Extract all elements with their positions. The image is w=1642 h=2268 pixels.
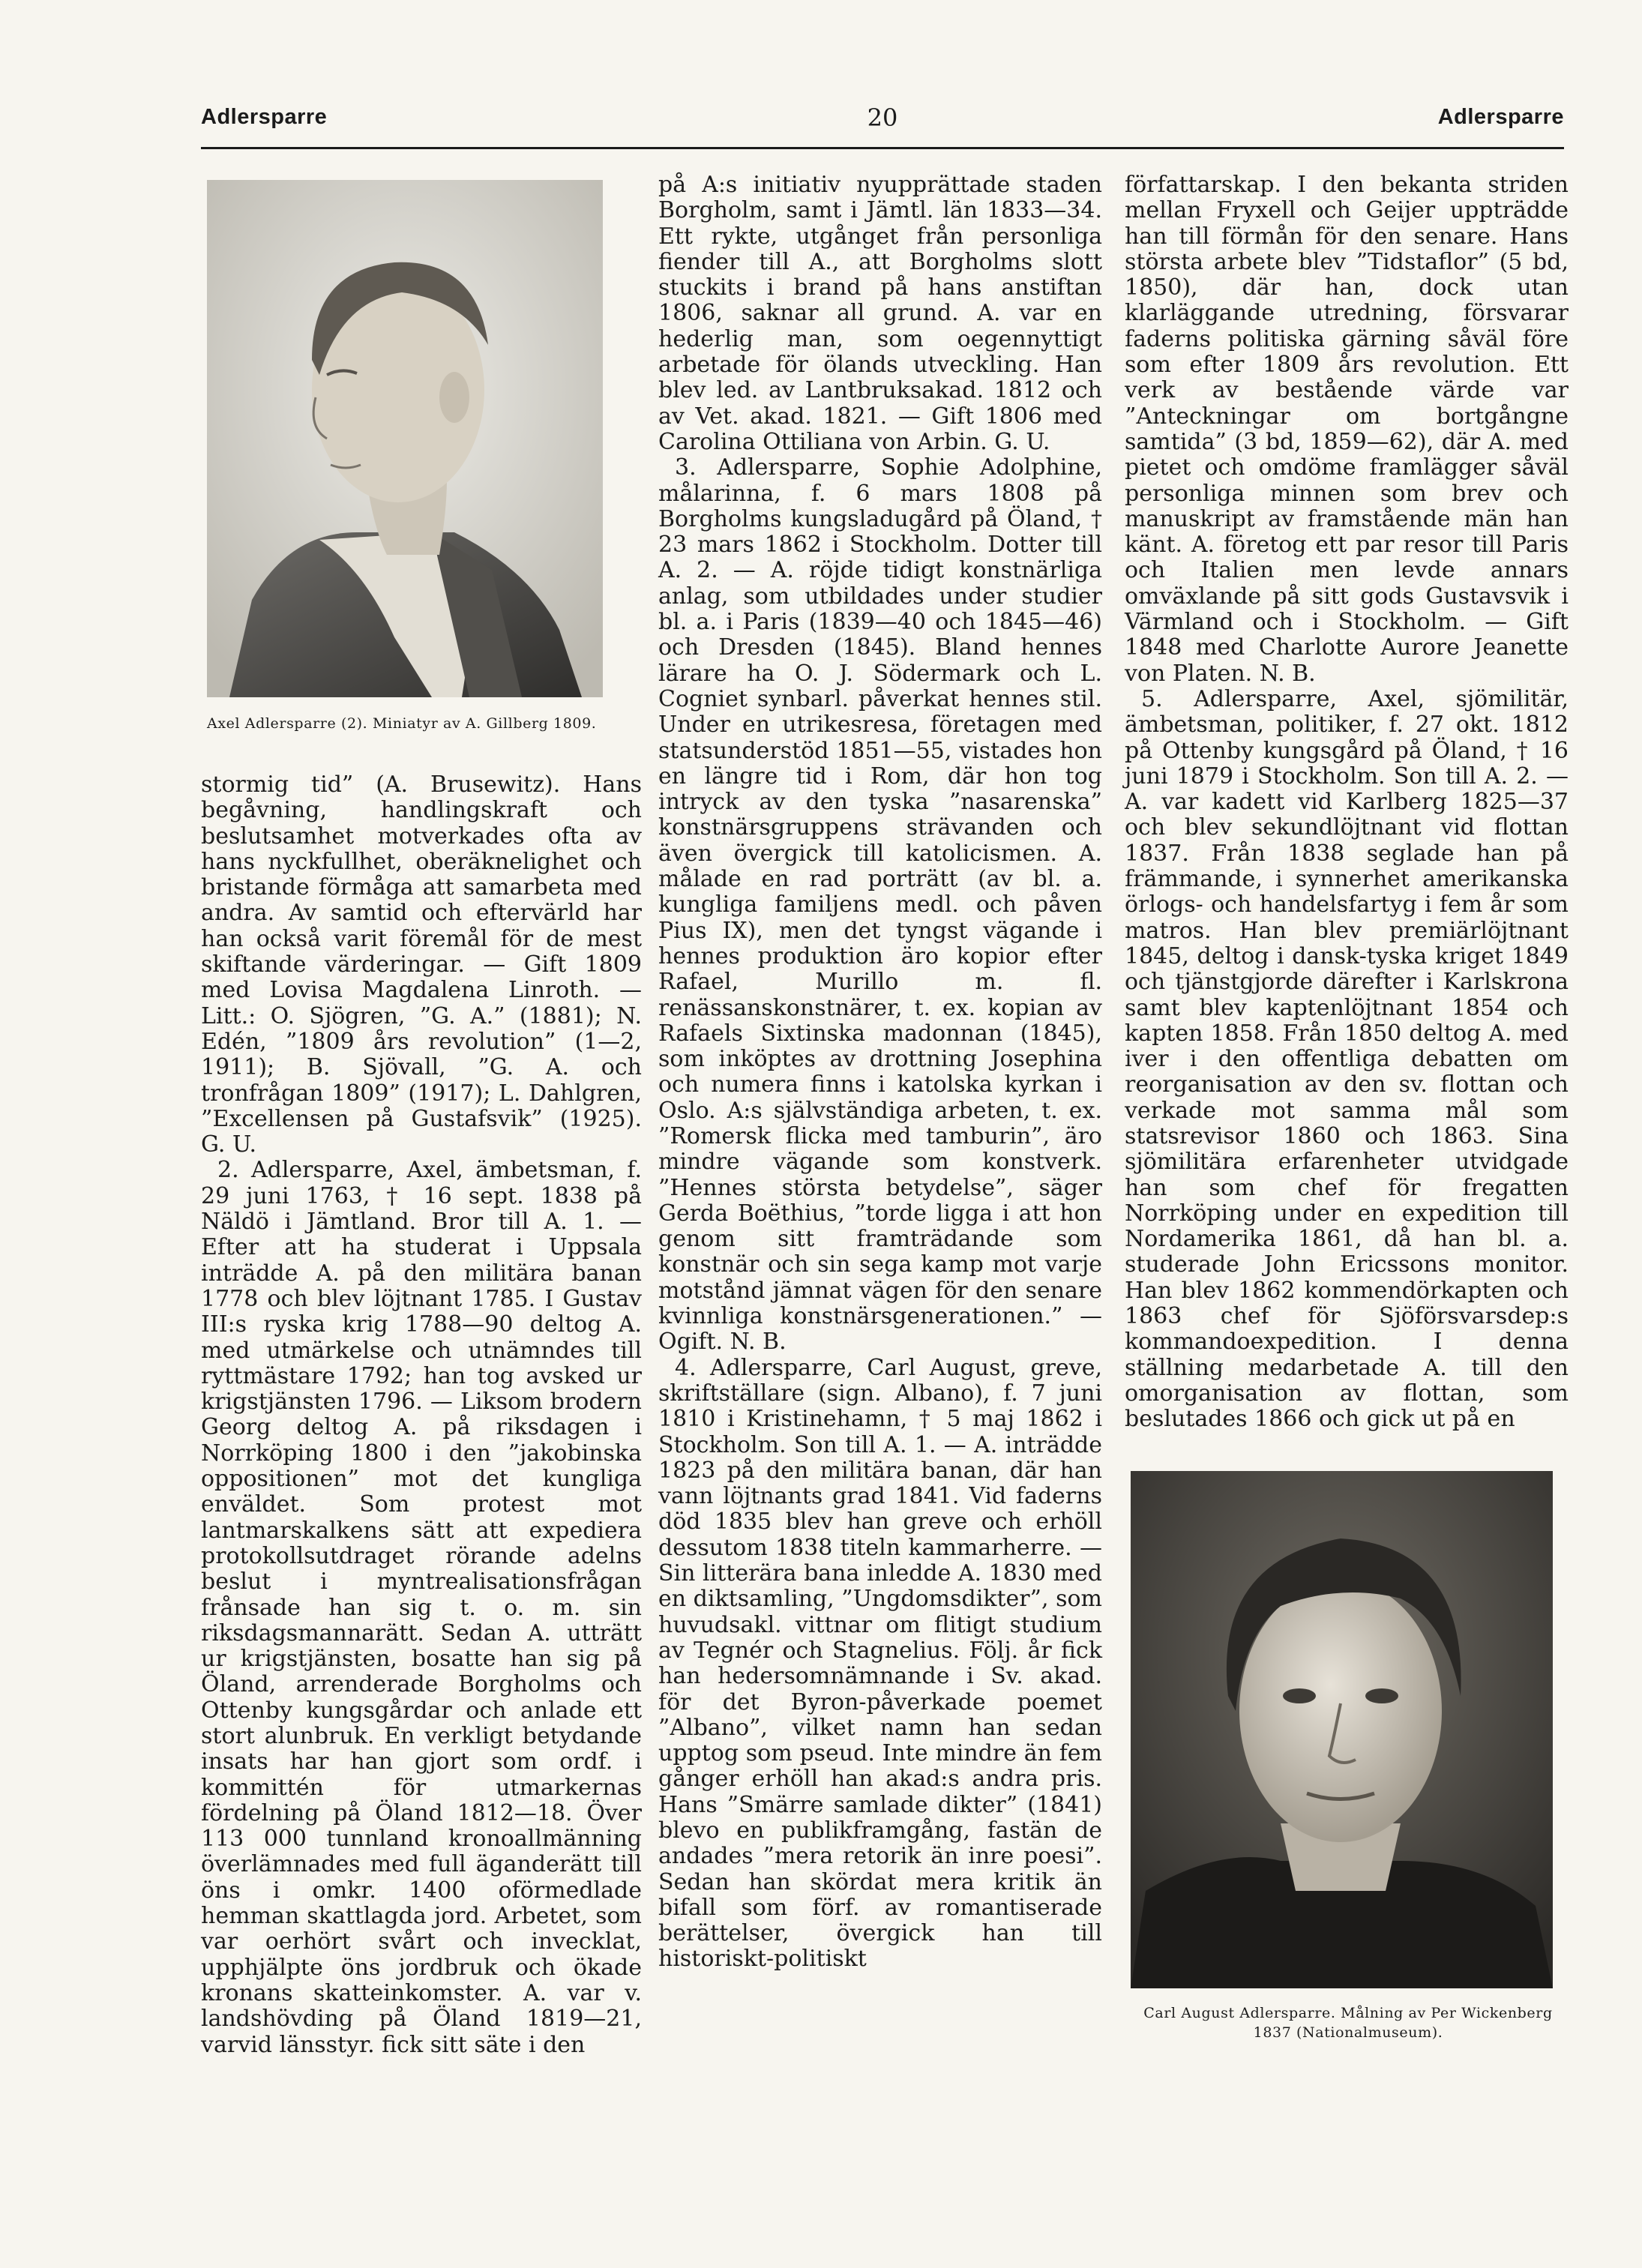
figure-caption-carl-august-text: Carl August Adlersparre. Målning av Per Wickenberg 1837 (Nationalmuseum).	[1143, 2005, 1553, 2041]
portrait-axel-image	[207, 180, 603, 697]
page-header	[201, 105, 1564, 150]
paragraph-col2-continuation: på A:s initiativ nyupprättade staden Borgholm, samt i Jämtl. län 1833—34. Ett rykte, utgånget från personliga fiender till A., att Borgholms slott stuckits i brand på hans anstiftan 1806, saknar all grund. A. var en hederlig man, som oegennyttigt arbetade för ölands utveckling. Han blev led. av Lantbruksakad. 1812 och av Vet. akad. 1821. — Gift 1806 med Carolina Ottiliana von Arbin. G. U.	[658, 172, 1102, 455]
entry-carl-august-adlersparre: 4. Adlersparre, Carl August, greve, skriftställare (sign. Albano), f. 7 juni 1810 i Kristinehamn, † 5 maj 1862 i Stockholm. Son till A. 1. — A. inträdde 1823 på den militära banan, där han vann löjtnants grad 1841. Vid faderns död 1835 blev han greve och erhöll dessutom 1838 titeln kammarherre. — Sin litterära bana inledde A. 1830 med en diktsamling, ”Ungdomsdikter”, som huvudsakl. vittnar om flitigt studium av Tegnér och Stagnelius. Följ. år fick han hedersomnämnande i Sv. akad. för det Byron-påverkade poemet ”Albano”, vilket namn han sedan upptog som pseud. Inte mindre än fem gånger erhöll han akad:s andra pris. Hans ”Smärre samlade dikter” (1841) blevo en publikframgång, fastän de andades ”mera retorik än inre poesi”. Sedan han skördat mera kritik än bifall som förf. av romantiserade berättelser, övergick han till historiskt-politiskt	[658, 1354, 1102, 1973]
entry-axel-adlersparre-2: 2. Adlersparre, Axel, ämbetsman, f. 29 juni 1763, † 16 sept. 1838 på Näldö i Jämtland. Bror till A. 1. — Efter att ha studerat i Uppsala inträdde A. på den militära banan 1778 och blev löjtnant 1785. I Gustav III:s ryska krig 1788—90 deltog A. med utmärkelse och utnämndes till ryttmästare 1792; han tog avsked ur krigstjänsten 1796. — Liksom brodern Georg deltog A. på riksdagen i Norrköping 1800 i den ”jakobinska oppositionen” mot det kungliga enväldet. Som protest mot lantmarskalkens sätt att expediera protokollsutdraget rörande adelns beslut i myntrealisationsfrågan frånsade han sig t. o. m. sin riksdagsmannarätt. Sedan A. utträtt ur krigstjänsten, bosatte han sig på Öland, arrenderade Borgholms och Ottenby kungsgårdar och anlade ett stort alunbruk. En verkligt betydande insats har han gjort som ordf. i kommittén för utmarkernas fördelning på Öland 1812—18. Över 113 000 tunnland kronoallmänning överlämnades med full äganderätt till öns i omkr. 1400 oförmedlade hemman skattlagda jord. Arbetet, som var oerhört svårt och invecklat, upphjälpte öns jordbruk och ökade kronans skatteinkomster. A. var v. landshövding på Öland 1819—21, varvid länsstyr. fick sitt säte i den	[201, 1157, 642, 2058]
figure-caption-axel	[207, 714, 642, 733]
page-number: 20	[867, 103, 898, 132]
portrait-axel-adlersparre	[207, 180, 603, 697]
text-column-3	[1125, 172, 1569, 1433]
paragraph-col3-continuation: författarskap. I den bekanta striden mellan Fryxell och Geijer uppträdde han till förmån för den senare. Hans största arbete blev ”Tidstaflor” (5 bd, 1850), där han, dock utan klarläggande utredning, försvarar faderns politiska gärning såväl före som efter 1809 års revolution. Ett verk av bestående värde var ”Anteckningar om bortgångne samtida” (3 bd, 1859—62), där A. med pietet och omdöme framlägger såväl personliga minnen som brev och manuskript av framstående män han känt. A. företog ett par resor till Paris och Italien men levde annars omväxlande på sitt gods Gustavsvik i Värmland och i Stockholm. — Gift 1848 med Charlotte Aurore Jeanette von Platen. N. B.	[1125, 172, 1569, 687]
text-column-2	[658, 172, 1102, 1973]
text-column-1	[201, 772, 642, 2058]
entry-axel-adlersparre-5: 5. Adlersparre, Axel, sjömilitär, ämbetsman, politiker, f. 27 okt. 1812 på Ottenby kungsgård på Öland, † 16 juni 1879 i Stockholm. Son till A. 2. — A. var kadett vid Karlberg 1825—37 och blev sekundlöjtnant vid flottan 1837. Från 1838 seglade han på främmande, i synnerhet amerikanska örlogs- och handelsfartyg i fem år som matros. Han blev premiärlöjtnant 1845, deltog i dansk-tyska kriget 1849 och tjänstgjorde därefter i Karlskrona samt blev kaptenlöjtnant 1854 och kapten 1858. Från 1850 deltog A. med iver i den offentliga debatten om reorganisation av den sv. flottan och verkade mot samma mål som statsrevisor 1860 och 1863. Sina sjömilitära erfarenheter utvidgade han som chef för fregatten Norrköping under en expedition till Nordamerika 1861, då han bl. a. studerade John Ericssons monitor. Han blev 1862 kommendörkapten och 1863 chef för Sjöförsvarsdep:s kommandoexpedition. I denna ställning medarbetade A. till den omorganisation av flottan, som beslutades 1866 och gick ut på en	[1125, 685, 1569, 1433]
figure-caption-carl-august	[1131, 2003, 1566, 2042]
entry-sophie-adolphine-adlersparre: 3. Adlersparre, Sophie Adolphine, målarinna, f. 6 mars 1808 på Borgholms kungsladugård på Öland, † 23 mars 1862 i Stockholm. Dotter till A. 2. — A. röjde tidigt konstnärliga anlag, som utbildades under studier bl. a. i Paris (1839—40 och 1845—46) och Dresden (1845). Bland hennes lärare ha O. J. Södermark och L. Cogniet synbarl. påverkat hennes stil. Under en utrikesresa, företagen med statsunderstöd 1851—55, vistades hon en längre tid i Rom, där hon tog intryck av den tyska ”nasarenska” konstnärsgruppens strävanden och även övergick till katolicismen. A. målade en rad porträtt (av bl. a. kungliga familjens medl. och påven Pius IX), men det tyngst vägande i hennes produktion äro kopior efter Rafael, Murillo m. fl. renässanskonstnärer, t. ex. kopian av Rafaels Sixtinska madonnan (1845), som inköptes av drottning Josephina och numera finns i katolska kyrkan i Oslo. A:s självständiga arbeten, t. ex. ”Romersk flicka med tamburin”, äro mindre vägande som konstverk. ”Hennes största betydelse”, säger Gerda Boëthius, ”torde ligga i att hon genom sitt framträdande som konstnär och sin sega kamp mot varje motstånd jämnat vägen för den senare kvinnliga konstnärsgenerationen.” — Ogift. N. B.	[658, 454, 1102, 1356]
paragraph-col1-continuation: stormig tid” (A. Brusewitz). Hans begåvning, handlingskraft och beslutsamhet motverkades ofta av hans nyckfullhet, oberäknelighet och bristande förmåga att samarbeta med andra. Av samtid och eftervärld har han också varit föremål för de mest skiftande värderingar. — Gift 1809 med Lovisa Magdalena Linroth. — Litt.: O. Sjögren, ”G. A.” (1881); N. Edén, ”1809 års revolution” (1—2, 1911); B. Sjövall, ”G. A. och tronfrågan 1809” (1917); L. Dahlgren, ”Excellensen på Gustafsvik” (1925). G. U.	[201, 771, 642, 1158]
header-rule	[201, 147, 1564, 149]
figure-caption-axel-text: Axel Adlersparre (2). Miniatyr av A. Gillberg 1809.	[207, 715, 597, 732]
running-head-left: Adlersparre	[201, 105, 328, 129]
portrait-carl-august-image	[1131, 1471, 1553, 1988]
running-head-right: Adlersparre	[1437, 105, 1564, 129]
portrait-carl-august-adlersparre	[1131, 1471, 1553, 1988]
